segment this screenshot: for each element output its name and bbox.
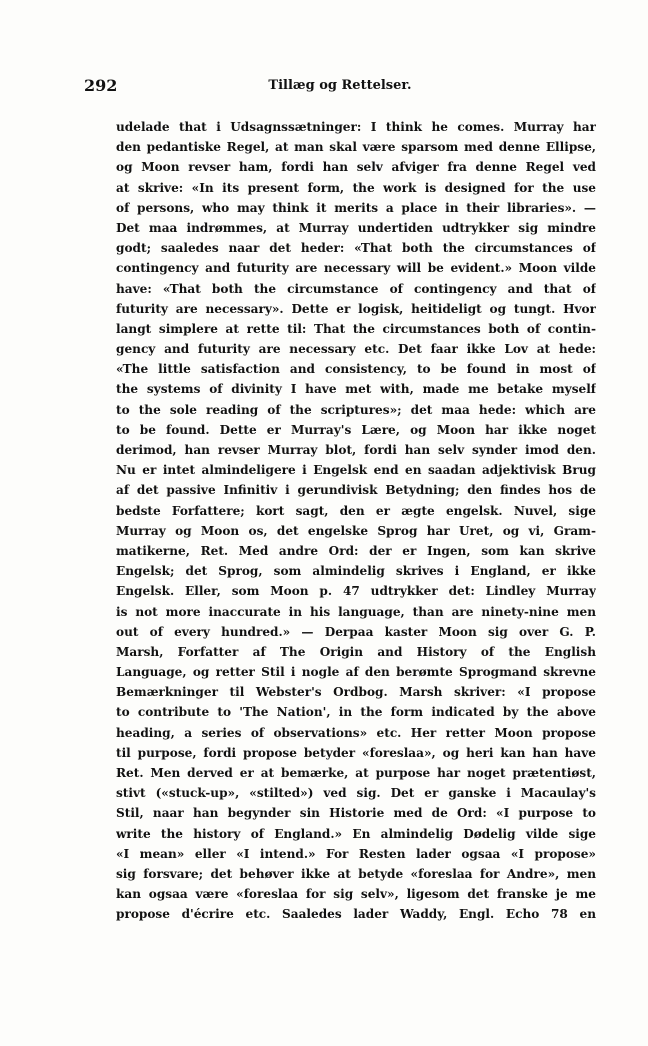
text-line: stivt («stuck-up», «stilted») ved sig. Det er ganske i Macaulay's bbox=[116, 786, 596, 801]
text-line: Ret. Men derved er at bemærke, at purpose har noget prætentiøst, bbox=[116, 766, 596, 780]
text-line: Nu er intet almindeligere i Engelsk end en saadan adjektivisk Brug bbox=[116, 463, 596, 478]
text-line: langt simplere at rette til: That the circumstances both of contin- bbox=[116, 321, 596, 336]
text-line: til purpose, fordi propose betyder «foreslaa», og heri kan han have bbox=[116, 745, 596, 760]
text-line: to contribute to 'The Nation', in the form indicated by the above bbox=[116, 705, 596, 720]
text-line: contingency and futurity are necessary will be evident.» Moon vilde bbox=[116, 261, 596, 276]
text-line: propose d'écrire etc. Saaledes lader Waddy, Engl. Echo 78 en bbox=[116, 907, 596, 922]
text-line: Murray og Moon os, det engelske Sprog har Uret, og vi, Gram- bbox=[116, 523, 596, 538]
text-line: Det maa indrømmes, at Murray undertiden udtrykker sig mindre bbox=[116, 220, 596, 235]
text-line: «I mean» eller «I intend.» For Resten lader ogsaa «I propose» bbox=[116, 846, 596, 861]
text-line: kan ogsaa være «foreslaa for sig selv», ligesom det franske je me bbox=[116, 887, 596, 902]
text-line: godt; saaledes naar det heder: «That both the circumstances of bbox=[116, 241, 596, 256]
text-line: futurity are necessary». Dette er logisk, heitideligt og tungt. Hvor bbox=[116, 301, 596, 316]
text-line: matikerne, Ret. Med andre Ord: der er Ingen, som kan skrive bbox=[116, 543, 596, 558]
text-line: derimod, han revser Murray blot, fordi han selv synder imod den. bbox=[116, 443, 596, 457]
text-line: Marsh, Forfatter af The Origin and History of the English bbox=[116, 644, 596, 659]
text-line: write the history of England.» En almindelig Dødelig vilde sige bbox=[116, 826, 596, 841]
text-line: heading, a series of observations» etc. Her retter Moon propose bbox=[116, 725, 596, 740]
text-line: Bemærkninger til Webster's Ordbog. Marsh skriver: «I propose bbox=[116, 685, 596, 700]
text-line: af det passive Infinitiv i gerundivisk Betydning; den findes hos de bbox=[116, 483, 596, 498]
text-line: to the sole reading of the scriptures»; det maa hede: which are bbox=[116, 402, 596, 417]
text-line: Engelsk. Eller, som Moon p. 47 udtrykker det: Lindley Murray bbox=[116, 584, 596, 599]
text-line: gency and futurity are necessary etc. Det faar ikke Lov at hede: bbox=[116, 342, 596, 357]
text-line: sig forsvare; det behøver ikke at betyde «foreslaa for Andre», men bbox=[116, 866, 596, 881]
page-number: 292 bbox=[84, 76, 118, 95]
text-line: «The little satisfaction and consistency, to be found in most of bbox=[116, 362, 596, 377]
text-line: to be found. Dette er Murray's Lære, og Moon har ikke noget bbox=[116, 422, 596, 437]
text-line: have: «That both the circumstance of contingency and that of bbox=[116, 281, 596, 296]
text-line: bedste Forfattere; kort sagt, den er ægte engelsk. Nuvel, sige bbox=[116, 503, 596, 518]
text-line: of persons, who may think it merits a place in their libraries». — bbox=[116, 200, 596, 215]
text-line: at skrive: «In its present form, the work is designed for the use bbox=[116, 180, 596, 195]
body-text bbox=[116, 117, 596, 925]
running-title: Tillæg og Rettelser. bbox=[268, 78, 412, 93]
text-line: out of every hundred.» — Derpaa kaster Moon sig over G. P. bbox=[116, 624, 596, 639]
text-line: den pedantiske Regel, at man skal være sparsom med denne Ellipse, bbox=[116, 140, 596, 155]
text-line: is not more inaccurate in his language, than are ninety-nine men bbox=[116, 604, 596, 619]
text-line: Language, og retter Stil i nogle af den berømte Sprogmand skrevne bbox=[116, 665, 596, 680]
text-line: og Moon revser ham, fordi han selv afviger fra denne Regel ved bbox=[116, 160, 596, 175]
text-line: Engelsk; det Sprog, som almindelig skrives i England, er ikke bbox=[116, 564, 596, 579]
page-header bbox=[84, 76, 596, 98]
text-line: the systems of divinity I have met with, made me betake myself bbox=[116, 382, 596, 397]
text-line: udelade that i Udsagnssætninger: I think he comes. Murray har bbox=[116, 120, 596, 134]
text-line: Stil, naar han begynder sin Historie med de Ord: «I purpose to bbox=[116, 806, 596, 821]
